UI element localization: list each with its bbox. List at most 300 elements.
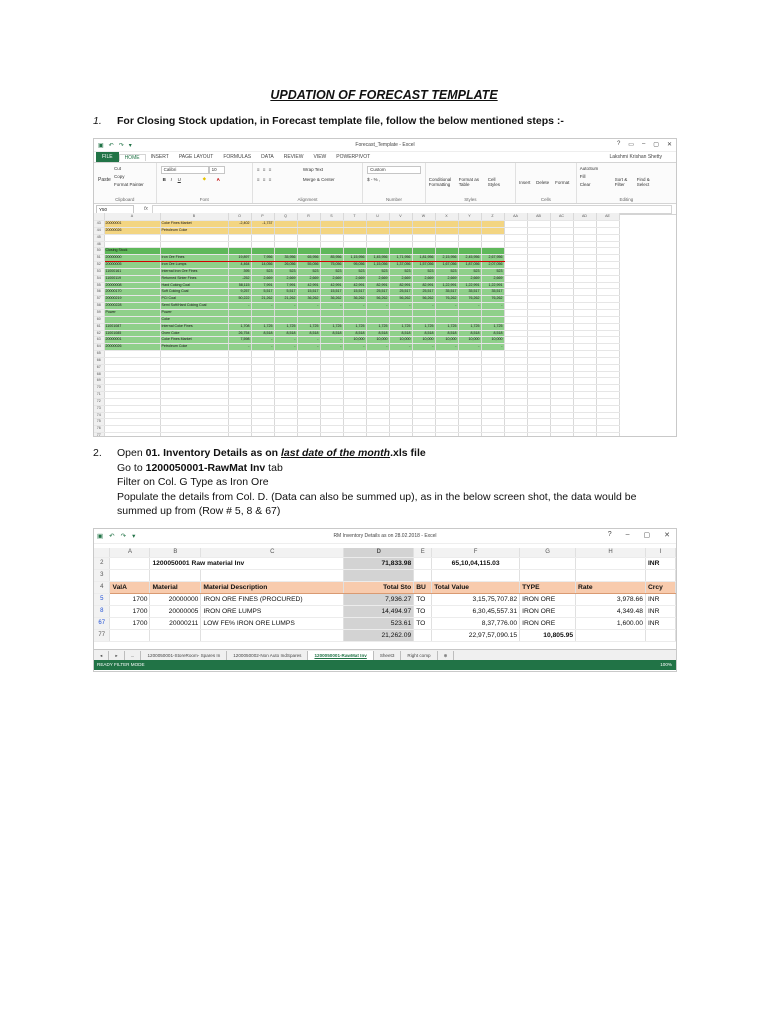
cell[interactable] [412,248,435,255]
cell[interactable] [274,234,297,241]
cell[interactable]: 1,57,056 [412,262,435,269]
cell[interactable]: 20000001 [104,221,160,228]
cell[interactable] [458,385,481,392]
cell[interactable] [343,433,366,437]
cell[interactable]: 35,956 [274,255,297,262]
cell[interactable] [435,234,458,241]
tab-review[interactable]: REVIEW [283,154,304,160]
cell[interactable] [274,221,297,228]
cell[interactable] [366,248,389,255]
cell[interactable]: - [274,337,297,344]
row-number[interactable]: 54 [94,275,104,282]
tab-data[interactable]: DATA [261,154,274,160]
row-number[interactable]: 2 [94,558,110,570]
cell[interactable] [228,398,251,405]
cell[interactable] [320,405,343,412]
excel-icon[interactable]: ▣ [97,533,104,540]
cell[interactable]: 8,518 [297,330,320,337]
cell[interactable] [320,241,343,248]
cell[interactable] [504,323,527,330]
cell[interactable] [504,248,527,255]
cell[interactable] [389,221,412,228]
cell[interactable] [527,412,550,419]
cell[interactable] [527,323,550,330]
cell[interactable] [412,385,435,392]
cell[interactable] [343,419,366,426]
fill-button[interactable]: Fill [579,174,586,179]
cell[interactable]: 1,71,956 [389,255,412,262]
cell[interactable] [343,398,366,405]
cell[interactable] [343,221,366,228]
cell[interactable]: 42,991 [297,282,320,289]
cell[interactable]: - [251,337,274,344]
type-cell[interactable]: IRON ORE [520,606,576,618]
cell[interactable] [344,570,414,582]
cell[interactable] [573,262,596,269]
cell[interactable] [596,364,619,371]
cell[interactable] [251,398,274,405]
cell[interactable] [504,392,527,399]
cell[interactable] [573,268,596,275]
header-bu[interactable]: BU [414,582,432,594]
customize-icon[interactable]: ▾ [128,142,132,149]
column-header[interactable]: Z [481,213,504,221]
maximize-icon[interactable]: ▢ [643,532,651,539]
cell[interactable] [573,364,596,371]
cell[interactable] [320,412,343,419]
rate-sum[interactable]: 10,805.95 [520,630,576,642]
cell[interactable]: - [251,344,274,351]
cell[interactable]: Internal Coke Fines [160,323,228,330]
cell[interactable]: - [389,344,412,351]
material-cell[interactable]: 20000000 [150,594,201,606]
cell[interactable] [104,392,160,399]
cell[interactable]: 56,262 [366,296,389,303]
cell[interactable] [160,385,228,392]
close-icon[interactable]: ✕ [666,142,672,148]
cell[interactable] [550,221,573,228]
cell[interactable]: 19,897 [228,255,251,262]
cell[interactable]: 1,725 [297,323,320,330]
cell[interactable] [504,296,527,303]
cell[interactable] [320,309,343,316]
material-cell[interactable]: 20000005 [150,606,201,618]
sheet-tab[interactable]: ▸ [109,651,124,660]
cell[interactable] [550,289,573,296]
cell[interactable] [527,351,550,358]
user-name[interactable]: Lakshmi Krishan Shetty [609,154,662,160]
row-number[interactable]: 8 [94,606,110,618]
header-type-filtered[interactable]: TYPE [520,582,576,594]
cell[interactable] [573,412,596,419]
wrap-text-button[interactable]: Wrap Text [302,167,324,172]
cell[interactable] [366,405,389,412]
cell-styles-button[interactable]: Cell Styles [487,177,500,187]
cell[interactable] [527,419,550,426]
cell[interactable]: 523 [320,268,343,275]
excel-icon[interactable]: ▣ [98,142,104,149]
cell[interactable] [320,234,343,241]
row-number[interactable]: 5 [94,594,110,606]
tab-powerpivot[interactable]: POWERPIVOT [336,154,371,160]
cell[interactable] [527,392,550,399]
type-cell[interactable]: IRON ORE [520,618,576,630]
cell[interactable] [527,344,550,351]
cell[interactable] [504,364,527,371]
align-icons[interactable]: ≡ ≡ ≡ [256,167,273,172]
row-number[interactable]: 45 [94,234,104,241]
cell[interactable] [550,433,573,437]
cell[interactable] [320,385,343,392]
cell[interactable]: - [412,344,435,351]
cell[interactable] [104,419,160,426]
cell[interactable] [228,351,251,358]
cell[interactable] [520,570,576,582]
cell[interactable] [550,398,573,405]
cell[interactable] [201,630,344,642]
column-header[interactable]: X [435,213,458,221]
cell[interactable]: 7,598 [228,337,251,344]
cell[interactable] [527,433,550,437]
cell[interactable] [527,255,550,262]
sheet-tab[interactable]: ... [125,651,142,660]
cell[interactable]: 20000001 [104,337,160,344]
cell[interactable] [366,227,389,234]
cell[interactable]: 2,669 [251,275,274,282]
ribbon-display-icon[interactable]: ▭ [628,142,634,148]
cell[interactable] [389,351,412,358]
cell[interactable] [251,412,274,419]
cell[interactable] [527,330,550,337]
cell[interactable]: 8,518 [389,330,412,337]
cell[interactable] [596,268,619,275]
cell[interactable]: 95,056 [343,262,366,269]
cell[interactable]: 2,07,056 [481,262,504,269]
cell[interactable] [150,570,201,582]
cell[interactable] [481,433,504,437]
cell[interactable] [320,248,343,255]
cell[interactable]: Soft Coking Coal [160,289,228,296]
cell[interactable] [412,241,435,248]
cell[interactable]: - [251,303,274,310]
cell[interactable] [435,405,458,412]
cell[interactable] [504,385,527,392]
cell[interactable] [320,433,343,437]
cell[interactable] [160,241,228,248]
cell[interactable] [596,330,619,337]
cell[interactable] [504,412,527,419]
cell[interactable]: 1,725 [435,323,458,330]
header-material[interactable]: Material [150,582,201,594]
cell[interactable] [596,405,619,412]
cell[interactable] [251,248,274,255]
sheet-tab[interactable]: ◂ [94,651,109,660]
cell[interactable] [160,398,228,405]
cell[interactable]: 20000219 [104,296,160,303]
cell[interactable] [458,412,481,419]
cell[interactable]: 523 [274,268,297,275]
cell[interactable]: 5,517 [274,289,297,296]
zoom-level[interactable]: 100% [660,662,672,667]
cell[interactable]: 8,518 [481,330,504,337]
cell[interactable] [550,357,573,364]
cell[interactable]: - [320,303,343,310]
cell[interactable] [481,405,504,412]
cell[interactable] [412,371,435,378]
clear-button[interactable]: Clear [579,182,591,187]
help-icon[interactable]: ? [607,531,612,538]
cell[interactable]: 1,15,056 [366,262,389,269]
cell[interactable] [251,309,274,316]
total-value-cell[interactable]: 8,37,776.00 [432,618,520,630]
header-total-stock[interactable]: Total Sto [344,582,414,594]
row-number[interactable]: 69 [94,378,104,385]
rawmat-inv-grid[interactable] [94,548,676,642]
cell[interactable] [251,392,274,399]
bold-button[interactable]: B [162,177,166,182]
cell[interactable] [504,234,527,241]
cell[interactable] [481,426,504,433]
cell[interactable] [596,392,619,399]
cell[interactable]: Closing Stock [104,248,160,255]
cell[interactable] [412,405,435,412]
cell[interactable] [550,282,573,289]
merge-center-button[interactable]: Merge & Center [302,177,335,182]
cell[interactable] [573,378,596,385]
cell[interactable] [366,392,389,399]
cell[interactable]: 8,518 [320,330,343,337]
cell[interactable] [414,570,432,582]
cell[interactable]: 26,056 [274,262,297,269]
cell[interactable] [160,378,228,385]
cell[interactable]: 25,517 [366,289,389,296]
cell[interactable]: 7,956 [251,255,274,262]
cell[interactable] [435,385,458,392]
cell[interactable] [414,630,432,642]
cell[interactable] [504,337,527,344]
cell[interactable] [251,426,274,433]
cell[interactable] [550,323,573,330]
cell[interactable] [504,275,527,282]
underline-button[interactable]: U [177,177,181,182]
cell[interactable] [550,309,573,316]
cell[interactable] [527,275,550,282]
cell[interactable] [573,433,596,437]
cell[interactable]: 8,518 [343,330,366,337]
cell[interactable] [104,364,160,371]
cell[interactable]: 1,22,991 [458,282,481,289]
delete-button[interactable]: Delete [536,180,550,185]
cell[interactable] [527,227,550,234]
cell[interactable] [414,558,432,570]
description-cell[interactable]: LOW FE% IRON ORE LUMPS [201,618,344,630]
cell[interactable]: 1,67,056 [435,262,458,269]
tab-formulas[interactable]: FORMULAS [223,154,252,160]
cell[interactable] [297,316,320,323]
cell[interactable] [504,378,527,385]
cell[interactable] [104,316,160,323]
cell[interactable]: - [435,303,458,310]
column-header[interactable]: AC [550,213,573,221]
cell[interactable]: Power [160,309,228,316]
vala-cell[interactable]: 1700 [110,606,150,618]
material-cell[interactable]: 20000211 [150,618,201,630]
cell[interactable]: Petroleum Coke [160,227,228,234]
cell[interactable] [104,351,160,358]
fx-icon[interactable]: fx [144,206,148,212]
fill-color-icon[interactable]: ◆ [202,176,207,181]
cell[interactable] [504,351,527,358]
cell[interactable] [389,398,412,405]
cell[interactable] [504,419,527,426]
cell[interactable] [366,316,389,323]
row-number[interactable]: 67 [94,618,110,630]
total-stock-cell[interactable]: 14,494.97 [344,606,414,618]
cell[interactable] [458,309,481,316]
row-number[interactable]: 67 [94,364,104,371]
cell[interactable]: - [297,337,320,344]
select-all-corner[interactable] [94,548,110,558]
cell[interactable] [504,405,527,412]
column-header[interactable]: Q [274,213,297,221]
row-number[interactable]: 3 [94,570,110,582]
column-header-e[interactable]: E [414,548,432,558]
cell[interactable] [573,296,596,303]
cell[interactable] [389,433,412,437]
cell[interactable] [645,570,675,582]
cell[interactable] [274,433,297,437]
cell[interactable] [527,268,550,275]
cell[interactable] [435,392,458,399]
cell[interactable] [504,289,527,296]
cell[interactable] [527,221,550,228]
cell[interactable] [435,248,458,255]
cell[interactable] [160,392,228,399]
cell[interactable]: Coke Fines Market [160,221,228,228]
cell[interactable] [412,357,435,364]
column-header[interactable]: P [251,213,274,221]
cell[interactable]: 25,517 [389,289,412,296]
cell[interactable] [596,221,619,228]
cell[interactable] [320,357,343,364]
cell[interactable] [645,630,675,642]
tab-file[interactable]: FILE [96,152,119,162]
cell[interactable] [481,392,504,399]
cell[interactable] [504,433,527,437]
cell[interactable] [412,398,435,405]
cell[interactable] [504,255,527,262]
cell[interactable] [458,426,481,433]
tab-view[interactable]: VIEW [313,154,327,160]
cell[interactable] [527,426,550,433]
currency-cell[interactable]: INR [645,558,675,570]
cell[interactable] [389,412,412,419]
cell[interactable] [504,282,527,289]
cell[interactable]: Hard Coking Coal [160,282,228,289]
vala-cell[interactable]: 1700 [110,594,150,606]
cell[interactable] [251,378,274,385]
row-number[interactable]: 64 [94,344,104,351]
cell[interactable]: 20000000 [104,255,160,262]
cell[interactable] [481,419,504,426]
cell[interactable] [343,241,366,248]
cell[interactable] [458,234,481,241]
cell[interactable] [527,398,550,405]
cell[interactable] [201,570,344,582]
cell[interactable] [573,289,596,296]
cell[interactable]: 65,956 [297,255,320,262]
cell[interactable]: 8,518 [274,330,297,337]
crcy-cell[interactable]: INR [645,594,675,606]
cell[interactable] [573,351,596,358]
minimize-icon[interactable]: – [641,141,646,147]
row-number[interactable]: 62 [94,330,104,337]
total-value-cell[interactable]: 6,30,45,557.31 [432,606,520,618]
cell[interactable] [573,303,596,310]
cell[interactable]: 85,956 [320,255,343,262]
cell[interactable] [458,405,481,412]
row-number[interactable]: 75 [94,419,104,426]
cell[interactable] [435,351,458,358]
cell[interactable]: 2,669 [343,275,366,282]
cell[interactable] [389,392,412,399]
description-cell[interactable]: IRON ORE FINES (PROCURED) [201,594,344,606]
tab-page-layout[interactable]: PAGE LAYOUT [178,154,214,160]
cell[interactable] [550,248,573,255]
row-number[interactable]: 65 [94,351,104,358]
cell[interactable] [550,371,573,378]
cell[interactable]: - [458,344,481,351]
cell[interactable]: 36,262 [320,296,343,303]
cell[interactable] [481,227,504,234]
cell[interactable] [366,433,389,437]
cell[interactable] [481,221,504,228]
row-number[interactable]: 53 [94,268,104,275]
cell[interactable] [504,309,527,316]
row-number[interactable]: 63 [94,337,104,344]
cell[interactable] [576,558,646,570]
cell[interactable]: 56,262 [389,296,412,303]
cell[interactable] [274,378,297,385]
cell[interactable]: 42,991 [343,282,366,289]
close-icon[interactable]: ✕ [664,532,670,539]
cell[interactable] [297,351,320,358]
cell[interactable] [228,433,251,437]
cell[interactable] [366,221,389,228]
cell[interactable]: Power [104,309,160,316]
cell[interactable] [251,385,274,392]
column-header-h[interactable]: H [576,548,646,558]
cell[interactable]: 7,991 [274,282,297,289]
cell[interactable]: 20000026 [104,227,160,234]
row-number[interactable]: 61 [94,323,104,330]
total-stock-cell[interactable]: 523.61 [344,618,414,630]
sheet-heading-cell[interactable]: 1200050001 Raw material Inv [150,558,344,570]
row-number[interactable]: 4 [94,582,110,594]
font-color-icon[interactable]: A [216,177,220,182]
cell[interactable] [527,337,550,344]
format-as-table-button[interactable]: Format as Table [458,177,479,187]
cell[interactable] [573,330,596,337]
cell[interactable]: - [297,344,320,351]
cell[interactable] [573,385,596,392]
sheet-tab[interactable]: 1200050001-RawMat Inv [308,651,373,660]
cell[interactable] [343,248,366,255]
cell[interactable] [228,248,251,255]
cell[interactable]: 20000228 [104,303,160,310]
cell[interactable] [550,351,573,358]
cell[interactable] [343,426,366,433]
